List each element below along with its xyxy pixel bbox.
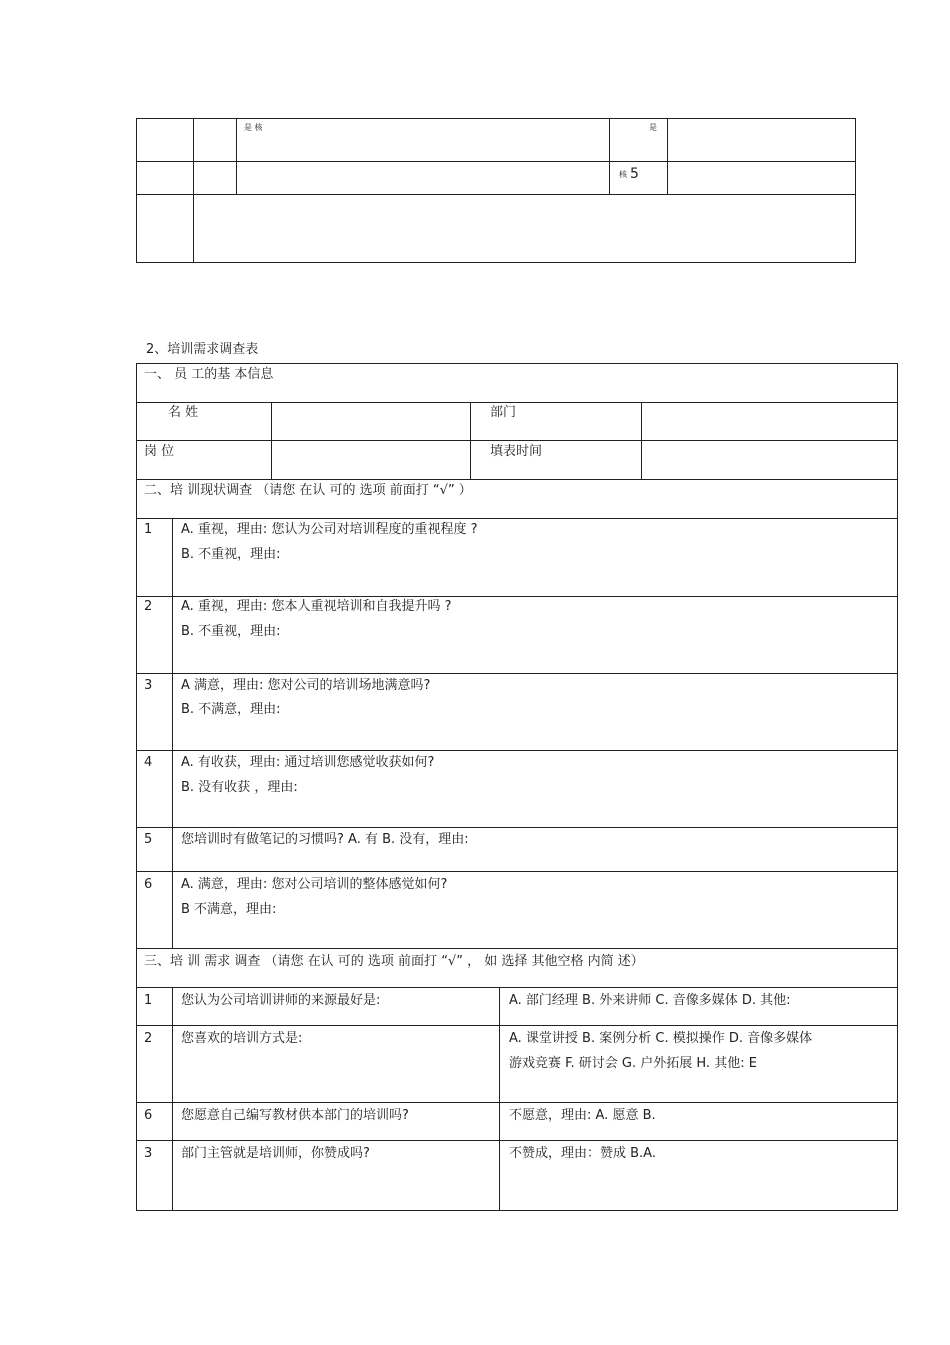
section-title: 2、培训需求调查表: [146, 342, 259, 357]
row-answer: A. 课堂讲授 B. 案例分析 C. 模拟操作 D. 音像多媒体: [509, 1031, 813, 1046]
row-question: 部门主管就是培训师，你赞成吗?: [181, 1146, 370, 1161]
cell-text: 是: [649, 123, 657, 132]
cell-text: 是 核: [244, 123, 263, 132]
row-answer: 游戏竞赛 F. 研讨会 G. 户外拓展 H. 其他: E: [509, 1056, 757, 1071]
part3-header: 三、培 训 需求 调查 （请您 在认 可的 选项 前面打 “√” ， 如 选择 其他空格 内简 述）: [144, 954, 644, 969]
table-border: [136, 1025, 898, 1026]
row-line: B. 不满意，理由:: [181, 702, 281, 717]
fill-date-label: 填表时间: [490, 444, 543, 459]
table-border: [499, 987, 500, 1211]
row-question: 您愿意自己编写教材供本部门的培训吗?: [181, 1108, 409, 1123]
table-border: [136, 262, 856, 263]
part2-header: 二、培 训现状调查 （请您 在认 可的 选项 前面打 “√” ）: [144, 483, 472, 498]
row-number: 2: [144, 599, 153, 614]
row-number: 3: [144, 678, 153, 693]
table-border: [136, 948, 898, 949]
row-number: 1: [144, 993, 153, 1008]
row-line: B. 不重视，理由:: [181, 624, 281, 639]
table-border: [136, 987, 898, 988]
cell-text: 5: [630, 166, 639, 182]
row-number: 1: [144, 522, 153, 537]
table-border: [136, 479, 898, 480]
table-border: [136, 363, 898, 364]
table-border: [172, 518, 173, 948]
row-number: 3: [144, 1146, 153, 1161]
table-border: [271, 402, 272, 479]
row-number: 4: [144, 755, 153, 770]
row-line: B 不满意，理由:: [181, 902, 277, 917]
table-border: [136, 518, 898, 519]
row-answer: A. 部门经理 B. 外来讲师 C. 音像多媒体 D. 其他:: [509, 993, 791, 1008]
row-number: 6: [144, 1108, 153, 1123]
row-line: A. 满意，理由: 您对公司培训的整体感觉如何?: [181, 877, 448, 892]
table-border: [193, 118, 194, 263]
table-border: [136, 1140, 898, 1141]
table-border: [136, 118, 856, 119]
row-answer: 不赞成，理由：赞成 B.A.: [509, 1146, 656, 1161]
row-line: A. 有收获，理由: 通过培训您感觉收获如何?: [181, 755, 435, 770]
table-border: [172, 987, 173, 1211]
row-line: B. 没有收获 ，理由:: [181, 780, 298, 795]
table-border: [136, 363, 137, 1211]
table-border: [667, 118, 668, 195]
table-border: [136, 440, 898, 441]
table-border: [136, 118, 137, 263]
row-question: 您喜欢的培训方式是:: [181, 1031, 303, 1046]
position-label: 岗 位: [144, 444, 175, 459]
row-line: B. 不重视，理由:: [181, 547, 281, 562]
table-border: [236, 118, 237, 195]
table-border: [136, 161, 856, 162]
row-number: 6: [144, 877, 153, 892]
table-border: [470, 402, 471, 479]
table-border: [136, 1210, 898, 1211]
row-answer: 不愿意，理由: A. 愿意 B.: [509, 1108, 656, 1123]
table-border: [136, 673, 898, 674]
table-border: [136, 750, 898, 751]
row-line: A. 重视，理由: 您认为公司对培训程度的重视程度 ?: [181, 522, 478, 537]
table-border: [641, 402, 642, 479]
table-border: [136, 194, 856, 195]
name-label: 名 姓: [168, 405, 199, 420]
row-number: 2: [144, 1031, 153, 1046]
table-border: [136, 1102, 898, 1103]
table-border: [897, 363, 898, 1211]
table-border: [136, 871, 898, 872]
row-number: 5: [144, 832, 153, 847]
table-border: [136, 596, 898, 597]
cell-text: 核: [619, 170, 627, 179]
department-label: 部门: [490, 405, 517, 420]
row-question: 您认为公司培训讲师的来源最好是:: [181, 993, 381, 1008]
table-border: [136, 827, 898, 828]
table-border: [609, 118, 610, 195]
table-border: [136, 402, 898, 403]
row-line: 您培训时有做笔记的习惯吗? A. 有 B. 没有，理由:: [181, 832, 469, 847]
row-line: A 满意，理由: 您对公司的培训场地满意吗?: [181, 678, 431, 693]
part1-header: 一、 员 工的基 本信息: [144, 367, 274, 382]
table-border: [855, 118, 856, 263]
row-line: A. 重视，理由: 您本人重视培训和自我提升吗 ?: [181, 599, 452, 614]
